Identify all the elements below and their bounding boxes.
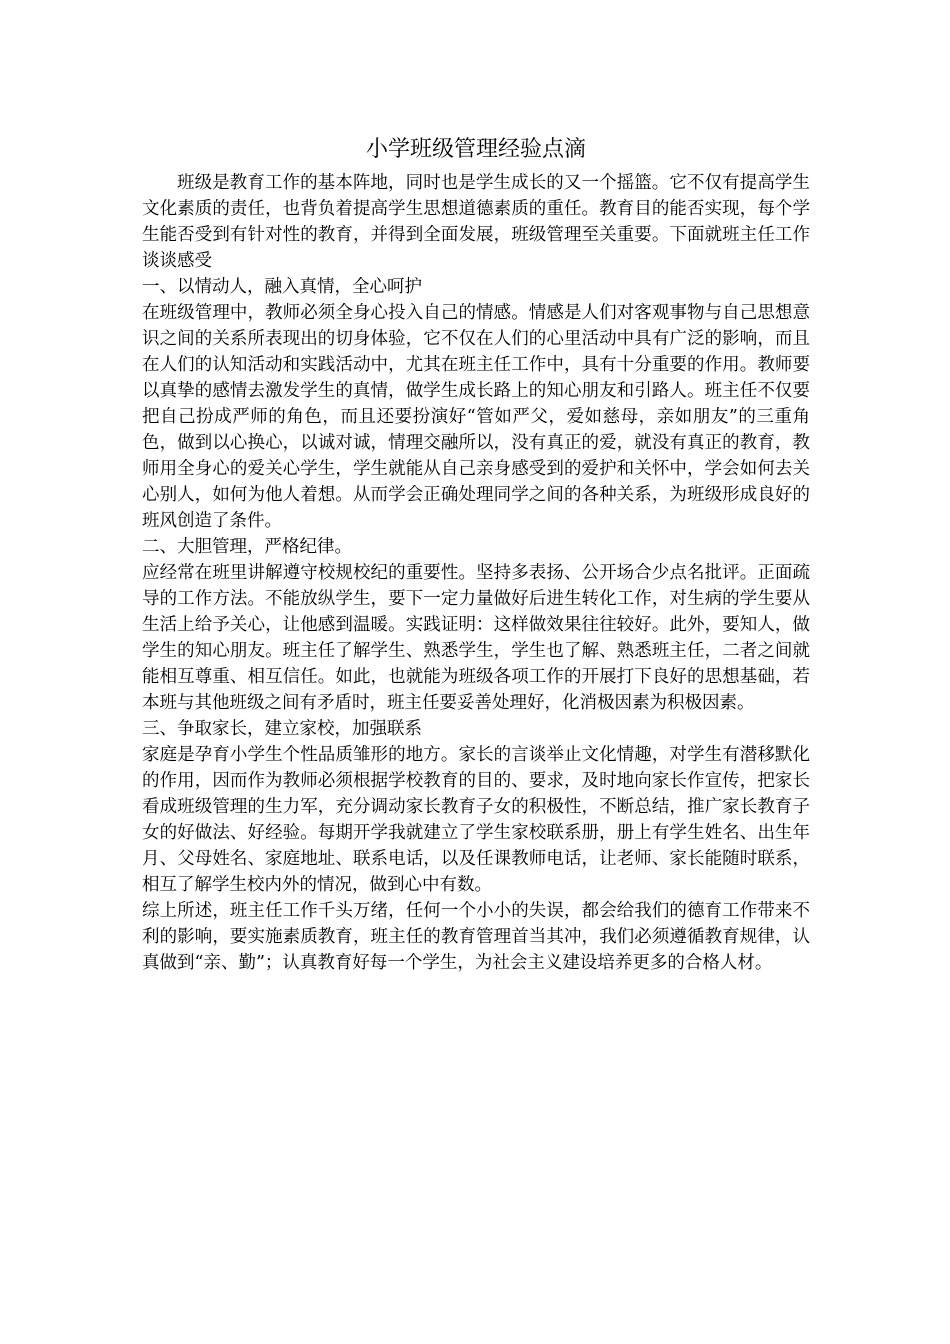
section-3-paragraph: 家庭是孕育小学生个性品质雏形的地方。家长的言谈举止文化情趣，对学生有潜移默化的作用，因而作为教师必须根据学校教育的目的、要求，及时地向家长作宣传，把家长看成班级管理的生力军，充分调动家长教育子女的积极性，不断总结，推广家长教育子女的好做法、好经验。每期开学我就建立了学生家校联系册，册上有学生姓名、出生年月、父母姓名、家庭地址、联系电话，以及任课教师电话，让老师、家长能随时联系，相互了解学生校内外的情况，做到心中有数。 — [142, 745, 810, 895]
section-1-paragraph: 在班级管理中，教师必须全身心投入自己的情感。情感是人们对客观事物与自己思想意识之间的关系所表现出的切身体验，它不仅在人们的心里活动中具有广泛的影响，而且在人们的认知活动和实践活动中，尤其在班主任工作中，具有十分重要的作用。教师要以真挚的感情去激发学生的真情，做学生成长路上的知心朋友和引路人。班主任不仅要把自己扮成严师的角色，而且还要扮演好“管如严父，爱如慈母，亲如朋友”的三重角色，做到以心换心，以诚对诚，情理交融所以，没有真正的爱，就没有真正的教育，教师用全身心的爱关心学生，学生就能从自己亲身感受到的爱护和关怀中，学会如何去关心别人，如何为他人着想。从而学会正确处理同学之间的各种关系，为班级形成良好的班风创造了条件。 — [142, 303, 810, 531]
conclusion-paragraph: 综上所述，班主任工作千头万绪，任何一个小小的失误，都会给我们的德育工作带来不利的影响，要实施素质教育，班主任的教育管理首当其冲，我们必须遵循教育规律，认真做到“亲、勤”；认真教育好每一个学生，为社会主义建设培养更多的合格人材。 — [142, 901, 810, 973]
document-title: 小学班级管理经验点滴 — [365, 137, 586, 162]
section-3-heading: 三、争取家长，建立家校，加强联系 — [142, 719, 422, 739]
section-2-heading: 二、大胆管理，严格纪律。 — [142, 537, 352, 557]
document-body — [142, 170, 810, 976]
section-2-paragraph: 应经常在班里讲解遵守校规校纪的重要性。坚持多表扬、公开场合少点名批评。正面疏导的工作方法。不能放纵学生，要下一定力量做好后进生转化工作，对生病的学生要从生活上给予关心，让他感到温暖。实践证明：这样做效果往往较好。此外，要知人，做学生的知心朋友。班主任了解学生、熟悉学生，学生也了解、熟悉班主任，二者之间就能相互尊重、相互信任。如此，也就能为班级各项工作的开展打下良好的思想基础，若本班与其他班级之间有矛盾时，班主任要妥善处理好，化消极因素为积极因素。 — [142, 563, 810, 713]
section-1-heading: 一、以情动人，融入真情，全心呵护 — [142, 277, 422, 297]
document-page — [142, 134, 810, 976]
intro-paragraph: 班级是教育工作的基本阵地，同时也是学生成长的又一个摇篮。它不仅有提高学生文化素质的责任，也背负着提高学生思想道德素质的重任。教育目的能否实现，每个学生能否受到有针对性的教育，并得到全面发展，班级管理至关重要。下面就班主任工作谈谈感受 — [142, 173, 810, 271]
